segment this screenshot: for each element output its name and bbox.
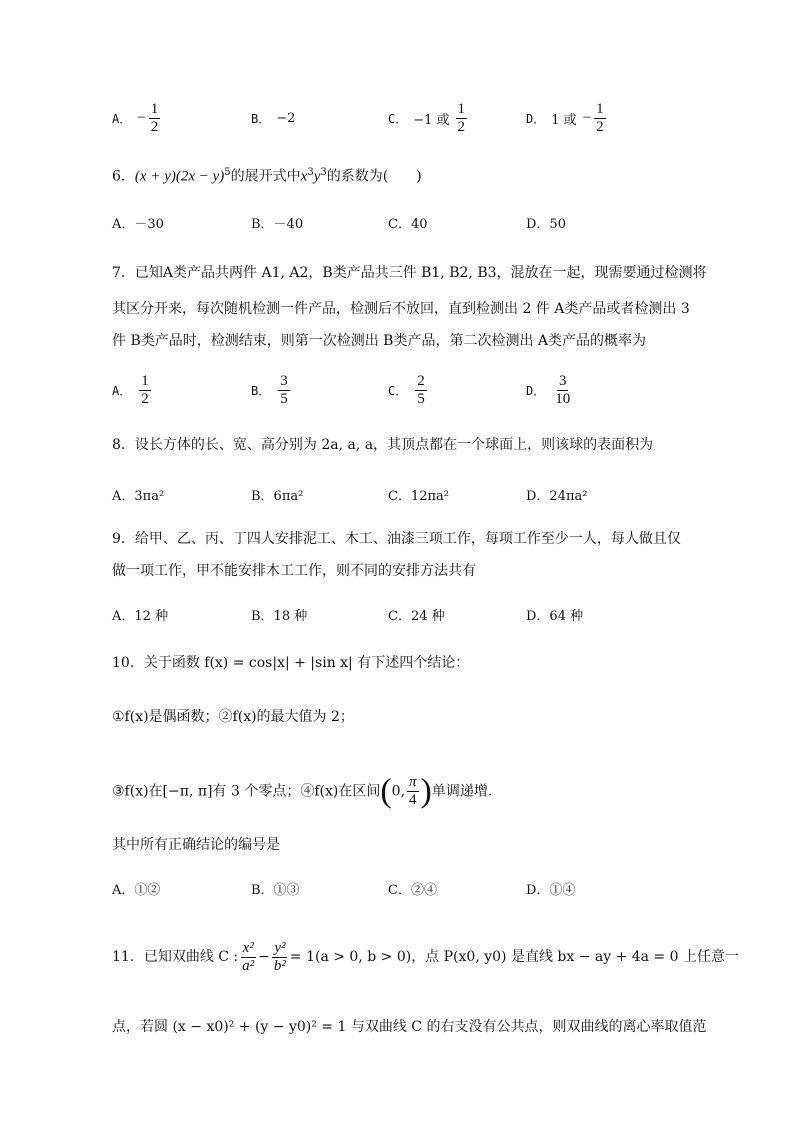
q9-stem-line-1: 9．给甲、乙、丙、丁四人安排泥工、木工、油漆三项工作，每项工作至少一人，每人做且仅 bbox=[112, 531, 681, 547]
q10-option-d: D．①④ bbox=[526, 882, 576, 898]
q5-option-a: A． − $\frac{1}{2}$ bbox=[112, 100, 159, 135]
fraction: $\frac{\pi}{4}$ bbox=[409, 774, 417, 808]
q5-options bbox=[112, 98, 752, 138]
q8-options bbox=[112, 474, 752, 514]
q10-which: 其中所有正确结论的编号是 bbox=[112, 837, 280, 853]
q7-stem-line-2: 其区分开来，每次随机检测一件产品，检测后不放回，直到检测出 2 件 A类产品或者检测出 3 bbox=[112, 301, 690, 317]
q11-stem-line-2: 点，若圆 (x − x0)² + (y − y0)² = 1 与双曲线 C 的右支没有公共点，则双曲线的离心率取值范 bbox=[112, 1019, 707, 1035]
q7-stem-line-3: 件 B类产品时，检测结束，则第一次检测出 B类产品，第二次检测出 A类产品的概率为 bbox=[112, 333, 647, 349]
q10-option-c: C．②④ bbox=[388, 882, 437, 898]
q10-option-a: A．①② bbox=[112, 882, 161, 898]
q10-option-b: B．①③ bbox=[251, 882, 300, 898]
q9-option-d: D．64 种 bbox=[526, 608, 584, 624]
fraction: $\frac{1}{2}$ bbox=[596, 100, 604, 135]
fraction: $\frac{3}{5}$ bbox=[280, 372, 288, 407]
q5-option-d: D． 1 或 − $\frac{1}{2}$ bbox=[526, 100, 604, 135]
fraction: $\frac{\text{x²}}{\text{a²}}$ bbox=[242, 939, 255, 974]
fraction: $\frac{2}{5}$ bbox=[417, 372, 425, 407]
fraction: $\frac{1}{2}$ bbox=[141, 372, 149, 407]
q9-option-a: A．12 种 bbox=[112, 608, 169, 624]
q7-stem-line-1: 7．已知A类产品共两件 A1, A2，B类产品共三件 B1, B2, B3，混放在一起，现需要通过检测将 bbox=[112, 265, 707, 281]
q6-option-d: D．50 bbox=[526, 216, 566, 232]
q7-option-c: C． $\frac{2}{5}$ bbox=[388, 372, 425, 407]
fraction: $\frac{1}{2}$ bbox=[457, 100, 466, 135]
q9-option-b: B．18 种 bbox=[251, 608, 308, 624]
q9-options bbox=[112, 594, 752, 634]
fraction: $\frac{1}{2}$ bbox=[150, 100, 159, 135]
q11-stem-line-1: 11．已知双曲线 C : $\frac{\text{x²}}{\text{a²}}$ − $\frac{\text{y²}}{\text{b²}}$ = 1(a > 0, b > 0)，点 P(x0, y0) 是直线 bx − ay + 4a = 0 上任意一 bbox=[112, 939, 740, 974]
q9-stem-line-2: 做一项工作，甲不能安排木工工作，则不同的安排方法共有 bbox=[112, 563, 476, 579]
q6-options bbox=[112, 202, 752, 242]
q6-stem: 6．$(x + y)(2x - y)^5$的展开式中$x^3y^3$的系数为( ) bbox=[112, 167, 422, 185]
q8-option-a: A．3πa² bbox=[112, 488, 165, 504]
q9-option-c: C．24 种 bbox=[388, 608, 445, 624]
q6-option-a: A．－30 bbox=[112, 216, 164, 232]
q8-option-c: C．12πa² bbox=[388, 488, 449, 504]
q5-option-b: B． −2 bbox=[251, 110, 296, 126]
q7-option-a: A． $\frac{1}{2}$ bbox=[112, 372, 149, 407]
q10-conclusions-3-4: ③f(x)在[−π, π]有 3 个零点；④f(x)在区间(0, $\frac{\pi}{4}$ )单调递增. bbox=[112, 772, 493, 810]
q7-option-d: D． $\frac{3}{10}$ bbox=[526, 372, 571, 407]
q8-stem: 8．设长方体的长、宽、高分别为 2a, a, a，其顶点都在一个球面上，则该球的表面积为 bbox=[112, 437, 654, 453]
q8-option-d: D．24πa² bbox=[526, 488, 588, 504]
q8-option-b: B．6πa² bbox=[251, 488, 304, 504]
q7-option-b: B． $\frac{3}{5}$ bbox=[251, 372, 288, 407]
q7-options bbox=[112, 370, 752, 410]
q10-conclusions-1-2: ①f(x)是偶函数；②f(x)的最大值为 2； bbox=[112, 709, 354, 725]
fraction: $\frac{\text{y²}}{\text{b²}}$ bbox=[273, 939, 286, 974]
q6-option-c: C．40 bbox=[388, 216, 428, 232]
q6-option-b: B．－40 bbox=[251, 216, 304, 232]
q10-options bbox=[112, 868, 752, 908]
q5-option-c: C． −1 或 $\frac{1}{2}$ bbox=[388, 100, 466, 135]
q10-stem: 10．关于函数 f(x) = cos|x| + |sin x| 有下述四个结论： bbox=[112, 655, 470, 671]
fraction: $\frac{3}{10}$ bbox=[555, 372, 571, 407]
